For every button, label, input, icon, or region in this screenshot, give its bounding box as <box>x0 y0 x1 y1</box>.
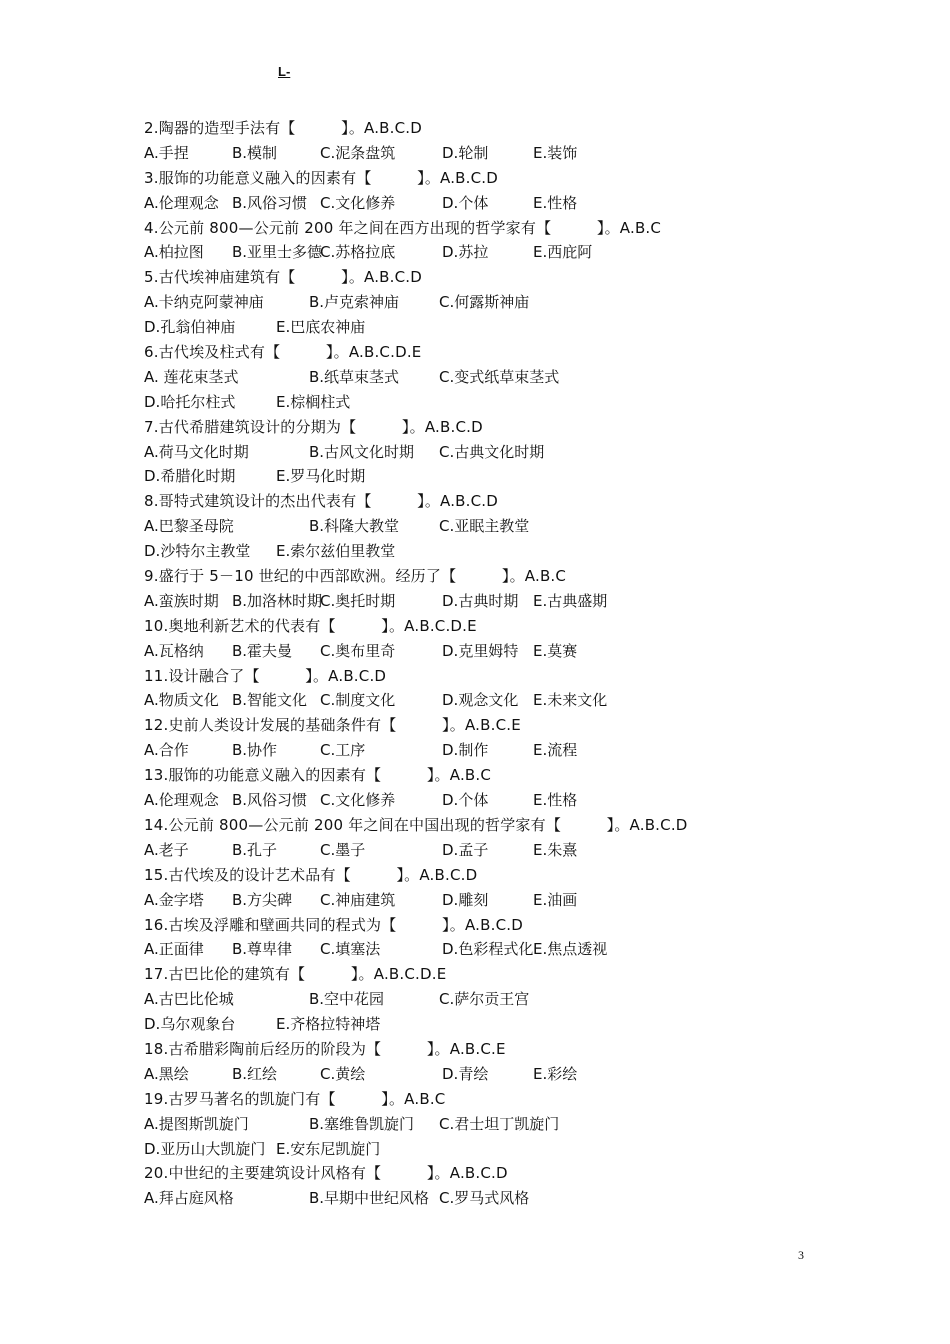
option-item: E.西庇阿 <box>533 243 593 262</box>
option-row <box>144 788 904 813</box>
option-item: D.个体 <box>442 791 489 810</box>
option-row <box>144 514 904 539</box>
option-row <box>144 937 904 962</box>
question-text: 8.哥特式建筑设计的杰出代表有【 】。A.B.C.D <box>144 492 499 511</box>
option-item: B.方尖碑 <box>232 890 293 909</box>
question-text: 9.盛行于 5－10 世纪的中西部欧洲。经历了【 】。A.B.C <box>144 567 567 586</box>
option-item: B.孔子 <box>232 840 278 859</box>
option-item: E.棕榈柱式 <box>276 392 351 411</box>
option-item: C.苏格拉底 <box>320 243 396 262</box>
option-item: B.卢克索神庙 <box>309 293 400 312</box>
option-row <box>144 1112 904 1137</box>
page-number: 3 <box>798 1248 804 1262</box>
option-item: C.古典文化时期 <box>439 442 545 461</box>
option-item: E.古典盛期 <box>533 591 608 610</box>
option-item: E.巴底农神庙 <box>276 318 366 337</box>
option-item: B.尊卑律 <box>232 940 293 959</box>
option-item: C.何露斯神庙 <box>439 293 530 312</box>
option-row <box>144 987 904 1012</box>
option-row <box>144 539 904 564</box>
question-text: 7.古代希腊建筑设计的分期为【 】。A.B.C.D <box>144 417 483 436</box>
option-item: C.变式纸草束茎式 <box>439 367 560 386</box>
option-item: C.工序 <box>320 741 366 760</box>
option-item: D.雕刻 <box>442 890 489 909</box>
option-item: E.罗马化时期 <box>276 467 366 486</box>
option-item: D.青绘 <box>442 1064 489 1083</box>
option-item: B.亚里士多德 <box>232 243 323 262</box>
question-text: 3.服饰的功能意义融入的因素有【 】。A.B.C.D <box>144 168 499 187</box>
option-item: B.科隆大教堂 <box>309 517 400 536</box>
option-item: D.希腊化时期 <box>144 467 236 486</box>
option-item: D.乌尔观象台 <box>144 1015 236 1034</box>
option-item: A.老子 <box>144 840 189 859</box>
question-text: 20.中世纪的主要建筑设计风格有【 】。A.B.C.D <box>144 1164 508 1183</box>
option-row <box>144 240 904 265</box>
option-item: B.纸草束茎式 <box>309 367 400 386</box>
question-text: 19.古罗马著名的凯旋门有【 】。A.B.C <box>144 1089 446 1108</box>
option-row <box>144 1186 904 1211</box>
option-item: E.索尔兹伯里教堂 <box>276 542 396 561</box>
option-item: B.模制 <box>232 143 278 162</box>
question-text: 10.奥地利新艺术的代表有【 】。A.B.C.D.E <box>144 616 477 635</box>
option-item: E.未来文化 <box>533 691 608 710</box>
option-item: C.文化修养 <box>320 791 396 810</box>
option-item: C.墨子 <box>320 840 366 859</box>
option-item: D.孔翁伯神庙 <box>144 318 236 337</box>
option-item: D.色彩程式化 <box>442 940 534 959</box>
question-text: 18.古希腊彩陶前后经历的阶段为【 】。A.B.C.E <box>144 1039 506 1058</box>
option-item: E.性格 <box>533 791 578 810</box>
option-item: B.风俗习惯 <box>232 791 308 810</box>
header-mark: L- <box>278 64 291 79</box>
question-text: 17.古巴比伦的建筑有【 】。A.B.C.D.E <box>144 965 447 984</box>
option-row <box>144 589 904 614</box>
option-item: A.古巴比伦城 <box>144 990 234 1009</box>
option-row <box>144 1137 904 1162</box>
option-item: D.个体 <box>442 193 489 212</box>
option-item: D.苏拉 <box>442 243 489 262</box>
option-item: A.荷马文化时期 <box>144 442 249 461</box>
option-item: D.哈托尔柱式 <box>144 392 236 411</box>
option-item: B.协作 <box>232 741 278 760</box>
option-row <box>144 365 904 390</box>
option-item: A.瓦格纳 <box>144 641 204 660</box>
option-item: D.观念文化 <box>442 691 519 710</box>
option-row <box>144 1062 904 1087</box>
option-row <box>144 738 904 763</box>
option-row <box>144 290 904 315</box>
option-item: D.制作 <box>442 741 489 760</box>
option-item: B.红绘 <box>232 1064 278 1083</box>
question-text: 16.古埃及浮雕和壁画共同的程式为【 】。A.B.C.D <box>144 915 523 934</box>
option-item: E.朱熹 <box>533 840 578 859</box>
question-text: 4.公元前 800—公元前 200 年之间在西方出现的哲学家有【 】。A.B.C <box>144 218 662 237</box>
option-item: C.泥条盘筑 <box>320 143 396 162</box>
option-item: B.加洛林时期 <box>232 591 323 610</box>
option-item: E.齐格拉特神塔 <box>276 1015 381 1034</box>
option-item: A.伦理观念 <box>144 193 219 212</box>
option-item: D.古典时期 <box>442 591 519 610</box>
option-item: A.金字塔 <box>144 890 204 909</box>
option-item: E.彩绘 <box>533 1064 578 1083</box>
option-item: A.拜占庭风格 <box>144 1189 234 1208</box>
question-list <box>144 116 904 1211</box>
option-item: B.霍夫曼 <box>232 641 293 660</box>
option-item: D.沙特尔主教堂 <box>144 542 251 561</box>
option-row <box>144 390 904 415</box>
option-item: B.塞维鲁凯旋门 <box>309 1114 415 1133</box>
option-item: C.奥托时期 <box>320 591 396 610</box>
option-item: E.安东尼凯旋门 <box>276 1139 381 1158</box>
option-item: E.流程 <box>533 741 578 760</box>
question-text: 12.史前人类设计发展的基础条件有【 】。A.B.C.E <box>144 716 521 735</box>
question-text: 6.古代埃及柱式有【 】。A.B.C.D.E <box>144 343 422 362</box>
question-text: 14.公元前 800—公元前 200 年之间在中国出现的哲学家有【 】。A.B.C.D <box>144 815 688 834</box>
option-item: E.莫赛 <box>533 641 578 660</box>
option-row <box>144 315 904 340</box>
option-row <box>144 888 904 913</box>
option-item: D.亚历山大凯旋门 <box>144 1139 266 1158</box>
option-item: D.克里姆特 <box>442 641 519 660</box>
option-item: A.手捏 <box>144 143 189 162</box>
option-item: B.空中花园 <box>309 990 385 1009</box>
option-row <box>144 464 904 489</box>
question-text: 2.陶器的造型手法有【 】。A.B.C.D <box>144 119 423 137</box>
option-item: E.油画 <box>533 890 578 909</box>
question-text: 5.古代埃神庙建筑有【 】。A.B.C.D <box>144 268 423 287</box>
option-row <box>144 639 904 664</box>
option-item: C.亚眠主教堂 <box>439 517 530 536</box>
option-row <box>144 688 904 713</box>
option-item: C.填塞法 <box>320 940 381 959</box>
option-item: A.蛮族时期 <box>144 591 219 610</box>
option-item: C.文化修养 <box>320 193 396 212</box>
option-item: A.巴黎圣母院 <box>144 517 234 536</box>
option-item: E.焦点透视 <box>533 940 608 959</box>
option-item: A.物质文化 <box>144 691 219 710</box>
option-row <box>144 838 904 863</box>
option-item: A.提图斯凯旋门 <box>144 1114 249 1133</box>
option-item: A.柏拉图 <box>144 243 204 262</box>
option-item: D.轮制 <box>442 143 489 162</box>
option-item: C.萨尔贡王宫 <box>439 990 530 1009</box>
option-item: A.合作 <box>144 741 189 760</box>
option-item: C.君士坦丁凯旋门 <box>439 1114 560 1133</box>
question-text: 15.古代埃及的设计艺术品有【 】。A.B.C.D <box>144 865 478 884</box>
option-item: A. 莲花束茎式 <box>144 367 239 386</box>
option-item: C.神庙建筑 <box>320 890 396 909</box>
question-text: 13.服饰的功能意义融入的因素有【 】。A.B.C <box>144 766 492 785</box>
question-text: 11.设计融合了【 】。A.B.C.D <box>144 666 387 685</box>
option-item: E.装饰 <box>533 143 578 162</box>
option-row <box>144 141 904 166</box>
option-item: E.性格 <box>533 193 578 212</box>
option-row <box>144 191 904 216</box>
option-row <box>144 440 904 465</box>
option-item: A.卡纳克阿蒙神庙 <box>144 293 264 312</box>
option-item: B.早期中世纪风格 <box>309 1189 430 1208</box>
option-item: C.奥布里奇 <box>320 641 396 660</box>
option-item: B.古风文化时期 <box>309 442 415 461</box>
option-item: C.罗马式风格 <box>439 1189 530 1208</box>
option-item: A.正面律 <box>144 940 204 959</box>
option-item: C.黄绘 <box>320 1064 366 1083</box>
option-item: B.智能文化 <box>232 691 308 710</box>
option-item: C.制度文化 <box>320 691 396 710</box>
option-item: A.伦理观念 <box>144 791 219 810</box>
option-item: A.黑绘 <box>144 1064 189 1083</box>
option-row <box>144 1012 904 1037</box>
option-item: B.风俗习惯 <box>232 193 308 212</box>
option-item: D.孟子 <box>442 840 489 859</box>
